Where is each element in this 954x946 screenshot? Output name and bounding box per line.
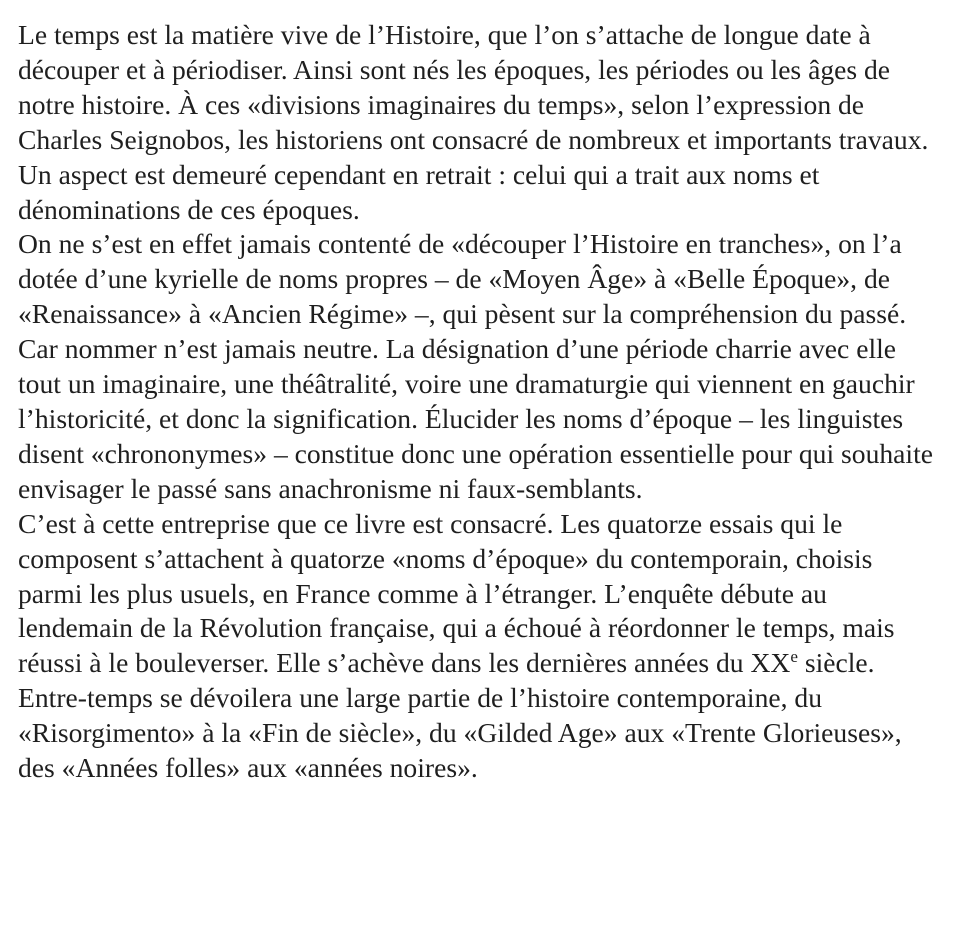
paragraph-1: Le temps est la matière vive de l’Histoire, que l’on s’attache de longue date à découper et à périodiser. Ainsi sont nés les époques, les périodes ou les âges de notre histoire. À ces «divisions imaginaires du temps», selon l’expression de Charles Seignobos, les historiens ont consacré de nombreux et importants travaux. Un aspect est demeuré cependant en retrait : celui qui a trait aux noms et dénominations de ces époques. — [18, 19, 929, 225]
paragraph-3-text-end: siècle. Entre-temps se dévoilera une large partie de l’histoire contemporaine, du «Risorgimento» à la «Fin de siècle», du «Gilded Age» aux «Trente Glorieuses», des «Années folles» aux «années noires». — [18, 647, 902, 784]
paragraph-3 — [18, 507, 940, 786]
paragraph-3-text-start: C’est à cette entreprise que ce livre est consacré. Les quatorze essais qui le composent s’attachent à quatorze «noms d’époque» du contemporain, choisis parmi les plus usuels, en France comme à l’étranger. L’enquête débute au lendemain de la Révolution française, qui a échoué à réordonner le temps, mais réussi à le bouleverser. Elle s’achève dans les dernières années du XX — [18, 507, 895, 679]
paragraph-2: On ne s’est en effet jamais contenté de «découper l’Histoire en tranches», on l’a dotée d’une kyrielle de noms propres – de «Moyen Âge» à «Belle Époque», de «Renaissance» à «Ancien Régime» –, qui pèsent sur la compréhension du passé. Car nommer n’est jamais neutre. La désignation d’une période charrie avec elle tout un imaginaire, une théâtralité, voire une dramaturgie qui viennent en gauchir l’historicité, et donc la signification. Élucider les noms d’époque – les linguistes disent «chrononymes» – constitue donc une opération essentielle pour qui souhaite envisager le passé sans anachronisme ni faux-semblants. — [18, 228, 933, 504]
century-superscript: e — [790, 647, 798, 667]
